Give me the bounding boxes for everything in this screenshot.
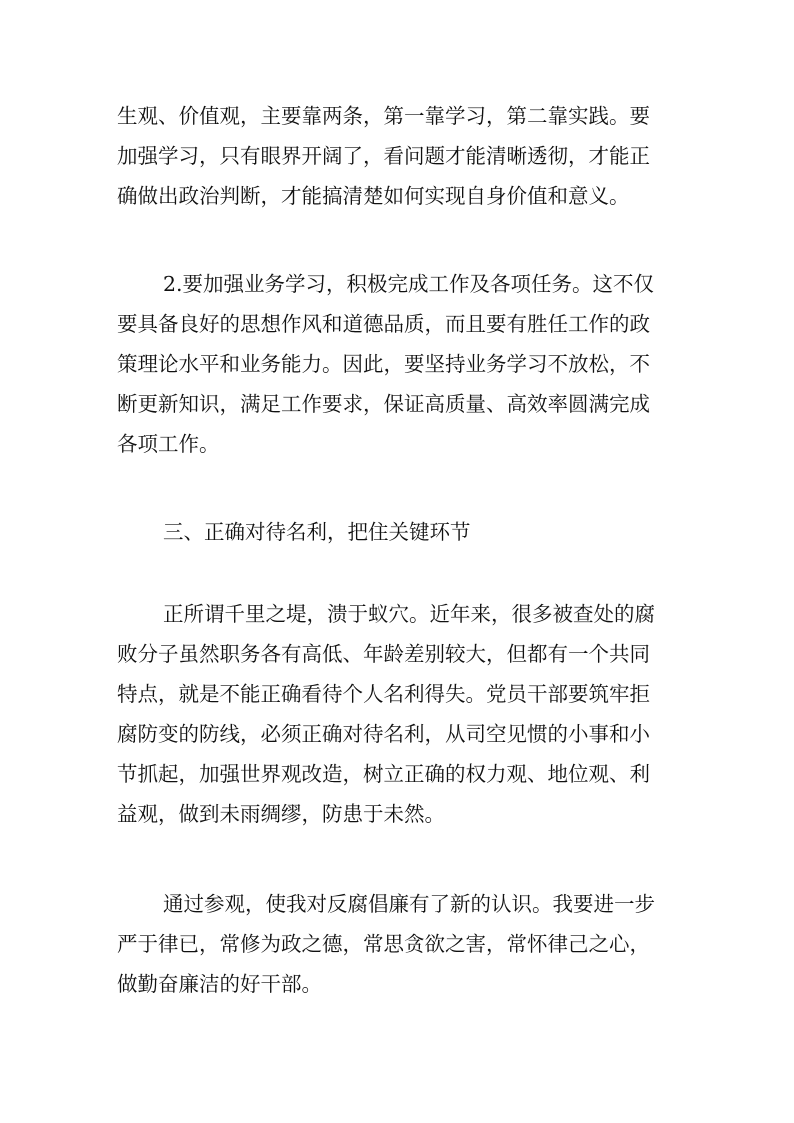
p4-line-2: 严于律已，常修为政之德，常思贪欲之害，常怀律己之心， bbox=[117, 932, 650, 956]
p3-line-3: 特点，就是不能正确看待个人名利得失。党员干部要筑牢拒 bbox=[117, 682, 650, 706]
p3-line-5: 节抓起，加强世界观改造，树立正确的权力观、地位观、利 bbox=[117, 762, 650, 786]
p4-line-3: 做勤奋廉洁的好干部。 bbox=[117, 972, 322, 996]
p4-line-1: 通过参观，使我对反腐倡廉有了新的认识。我要进一步 bbox=[163, 892, 655, 916]
p1-line-2: 加强学习，只有眼界开阔了，看问题才能清晰透彻，才能正 bbox=[117, 144, 650, 168]
p2-line-3: 策理论水平和业务能力。因此，要坚持业务学习不放松，不 bbox=[117, 352, 650, 376]
p2-line-1: 2.要加强业务学习，积极完成工作及各项任务。这不仅 bbox=[163, 272, 655, 296]
p2-line-2: 要具备良好的思想作风和道德品质，而且要有胜任工作的政 bbox=[117, 312, 650, 336]
p3-line-1: 正所谓千里之堤，溃于蚁穴。近年来，很多被查处的腐 bbox=[163, 602, 655, 626]
p1-line-1: 生观、价值观，主要靠两条，第一靠学习，第二靠实践。要 bbox=[117, 104, 650, 128]
p2-line-4: 断更新知识，满足工作要求，保证高质量、高效率圆满完成 bbox=[117, 392, 650, 416]
p2-line-5: 各项工作。 bbox=[117, 432, 220, 456]
section-heading-3: 三、正确对待名利，把住关键环节 bbox=[163, 520, 471, 544]
p3-line-2: 败分子虽然职务各有高低、年龄差别较大，但都有一个共同 bbox=[117, 642, 650, 666]
p3-line-6: 益观，做到未雨绸缪，防患于未然。 bbox=[117, 802, 445, 826]
p1-line-3: 确做出政治判断，才能搞清楚如何实现自身价值和意义。 bbox=[117, 184, 630, 208]
p3-line-4: 腐防变的防线，必须正确对待名利，从司空见惯的小事和小 bbox=[117, 722, 650, 746]
